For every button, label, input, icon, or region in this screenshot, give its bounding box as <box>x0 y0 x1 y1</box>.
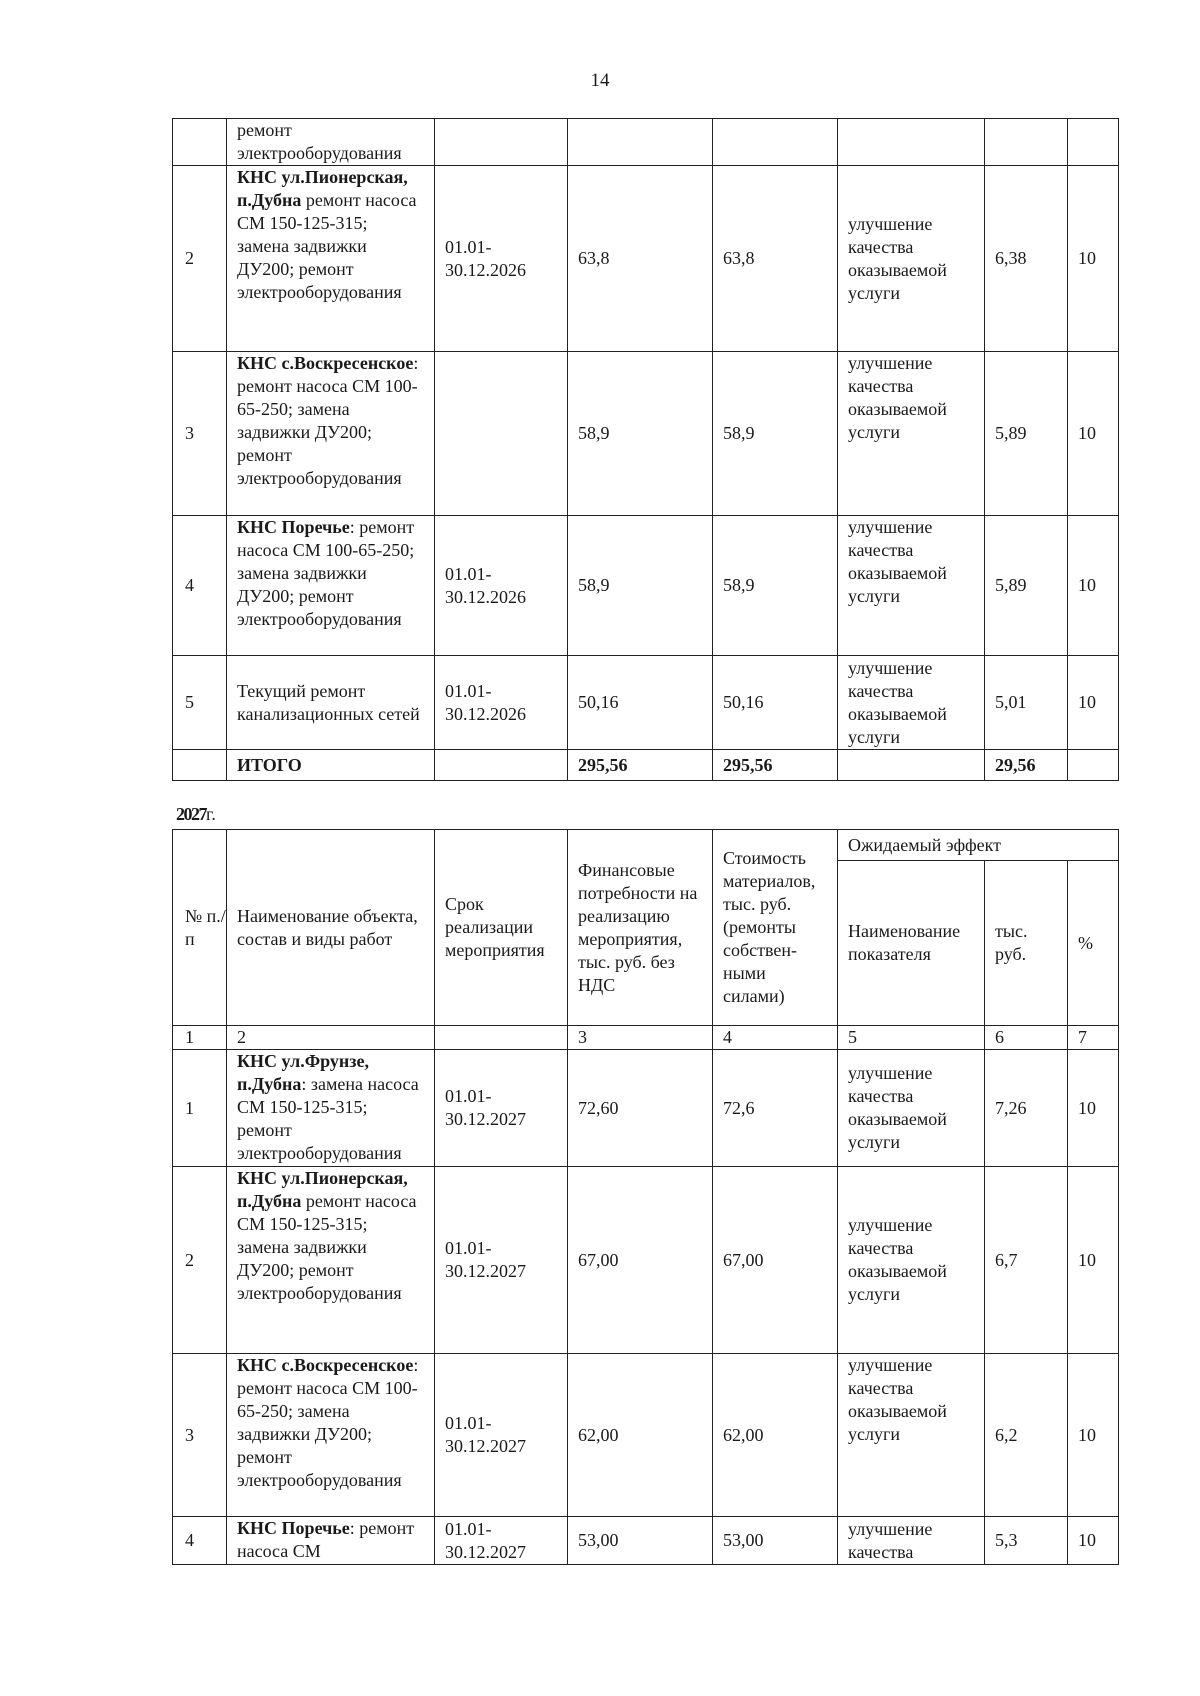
finance-value: 50,16 <box>568 656 713 750</box>
effect-pct: 10 <box>1068 1517 1119 1565</box>
materials-value: 72,6 <box>713 1050 838 1167</box>
finance-value: 58,9 <box>568 352 713 516</box>
column-number: 2 <box>227 1026 435 1050</box>
year-heading <box>176 804 216 825</box>
object-name: КНС с.Воскресенское <box>237 1355 414 1375</box>
indicator-name: улучшение качества оказываемой услуги <box>838 352 985 516</box>
work-description: : замена насоса СМ 150-125-315; ремонт электрооборудования <box>237 1074 419 1163</box>
column-number-row <box>173 1026 1119 1050</box>
effect-rub: 5,89 <box>985 516 1068 656</box>
year-suffix: г. <box>206 804 216 824</box>
materials-value: 50,16 <box>713 656 838 750</box>
header-period: Срок реализации мероприятия <box>435 830 568 1026</box>
row-number: 3 <box>173 1354 227 1517</box>
period: 01.01-30.12.2027 <box>435 1517 568 1565</box>
work-name <box>227 516 435 656</box>
finance-value: 53,00 <box>568 1517 713 1565</box>
materials-value: 62,00 <box>713 1354 838 1517</box>
row-number: 2 <box>173 166 227 352</box>
period: 01.01-30.12.2026 <box>435 166 568 352</box>
effect-pct: 10 <box>1068 1167 1119 1354</box>
finance-value: 62,00 <box>568 1354 713 1517</box>
table-row <box>173 1167 1119 1354</box>
object-name: КНС ул.Пионерская, п.Дубна <box>237 167 408 210</box>
effect-pct: 10 <box>1068 1050 1119 1167</box>
table-2026 <box>172 118 1119 781</box>
effect-pct: 10 <box>1068 656 1119 750</box>
work-name: ремонт электрооборудования <box>227 119 435 166</box>
header-row <box>173 830 1119 861</box>
table-row <box>173 1050 1119 1167</box>
table-row <box>173 166 1119 352</box>
work-name <box>227 1517 435 1565</box>
column-number <box>435 1026 568 1050</box>
object-name: КНС ул.Фрунзе, п.Дубна <box>237 1051 370 1094</box>
row-number: 4 <box>173 516 227 656</box>
column-number: 5 <box>838 1026 985 1050</box>
header-finance: Финансовые потребности на реализацию мероприятия, тыс. руб. без НДС <box>568 830 713 1026</box>
work-name <box>227 166 435 352</box>
row-number: 3 <box>173 352 227 516</box>
indicator-name: улучшение качества оказываемой услуги <box>838 1354 985 1517</box>
work-name <box>227 1354 435 1517</box>
table-row <box>173 656 1119 750</box>
effect-rub: 5,3 <box>985 1517 1068 1565</box>
header-effect-group: Ожидаемый эффект <box>838 830 1119 861</box>
table-row <box>173 516 1119 656</box>
indicator-name: улучшение качества оказываемой услуги <box>838 1050 985 1167</box>
finance-value: 58,9 <box>568 516 713 656</box>
finance-value: 63,8 <box>568 166 713 352</box>
column-number: 1 <box>173 1026 227 1050</box>
materials-value: 63,8 <box>713 166 838 352</box>
object-name: КНС Поречье <box>237 517 350 537</box>
total-row <box>173 750 1119 781</box>
work-description: : ремонт насоса СМ 100-65-250; замена задвижки ДУ200; ремонт электрооборудования <box>237 1355 419 1490</box>
work-description: ремонт насоса СМ 150-125-315; замена задвижки ДУ200; ремонт электрооборудования <box>237 1191 417 1303</box>
work-description: ремонт насоса СМ 150-125-315; замена задвижки ДУ200; ремонт электрооборудования <box>237 190 417 302</box>
period: 01.01-30.12.2026 <box>435 516 568 656</box>
row-number: 4 <box>173 1517 227 1565</box>
table-row-continuation <box>173 119 1119 166</box>
effect-pct: 10 <box>1068 352 1119 516</box>
effect-pct: 10 <box>1068 516 1119 656</box>
table-2027 <box>172 829 1119 1565</box>
object-name: КНС Поречье <box>237 1518 350 1538</box>
work-description: : ремонт насоса СМ 100-65-250; замена задвижки ДУ200; ремонт электрооборудования <box>237 517 415 629</box>
materials-value: 58,9 <box>713 352 838 516</box>
header-effect-pct: % <box>1068 861 1119 1026</box>
table-row <box>173 352 1119 516</box>
period: 01.01-30.12.2027 <box>435 1050 568 1167</box>
materials-value: 67,00 <box>713 1167 838 1354</box>
materials-value: 58,9 <box>713 516 838 656</box>
effect-rub: 5,89 <box>985 352 1068 516</box>
period: 01.01-30.12.2027 <box>435 1354 568 1517</box>
indicator-name: улучшение качества оказываемой услуги <box>838 516 985 656</box>
effect-rub: 6,2 <box>985 1354 1068 1517</box>
header-effect-rub: тыс. руб. <box>985 861 1068 1026</box>
effect-rub: 5,01 <box>985 656 1068 750</box>
column-number: 4 <box>713 1026 838 1050</box>
page-number: 14 <box>590 70 610 91</box>
effect-rub: 7,26 <box>985 1050 1068 1167</box>
object-name: КНС ул.Пионерская, п.Дубна <box>237 1168 408 1211</box>
effect-pct: 10 <box>1068 1354 1119 1517</box>
row-number: 1 <box>173 1050 227 1167</box>
header-name: Наименование объекта, состав и виды работ <box>227 830 435 1026</box>
finance-value: 67,00 <box>568 1167 713 1354</box>
period: 01.01-30.12.2026 <box>435 656 568 750</box>
header-indicator: Наименование показателя <box>838 861 985 1026</box>
work-description: Текущий ремонт канализационных сетей <box>237 680 420 724</box>
header-materials: Стоимость материалов, тыс. руб. (ремонты собствен-ными силами) <box>713 830 838 1026</box>
total-materials: 295,56 <box>713 750 838 781</box>
indicator-name: улучшение качества оказываемой услуги <box>838 656 985 750</box>
finance-value: 72,60 <box>568 1050 713 1167</box>
table-row <box>173 1354 1119 1517</box>
row-number: 5 <box>173 656 227 750</box>
work-name <box>227 1167 435 1354</box>
total-finance: 295,56 <box>568 750 713 781</box>
effect-rub: 6,7 <box>985 1167 1068 1354</box>
work-name <box>227 656 435 750</box>
column-number: 6 <box>985 1026 1068 1050</box>
materials-value: 53,00 <box>713 1517 838 1565</box>
table-row <box>173 1517 1119 1565</box>
year-number: 2027 <box>176 804 206 824</box>
period: 01.01-30.12.2027 <box>435 1167 568 1354</box>
column-number: 3 <box>568 1026 713 1050</box>
total-effect-rub: 29,56 <box>985 750 1068 781</box>
work-name <box>227 1050 435 1167</box>
indicator-name: улучшение качества <box>838 1517 985 1565</box>
indicator-name: улучшение качества оказываемой услуги <box>838 166 985 352</box>
work-description: : ремонт насоса СМ <box>237 1518 415 1561</box>
header-no: № п./п <box>173 830 227 1026</box>
indicator-name: улучшение качества оказываемой услуги <box>838 1167 985 1354</box>
period <box>435 352 568 516</box>
column-number: 7 <box>1068 1026 1119 1050</box>
effect-pct: 10 <box>1068 166 1119 352</box>
total-label: ИТОГО <box>227 750 435 781</box>
effect-rub: 6,38 <box>985 166 1068 352</box>
work-name <box>227 352 435 516</box>
object-name: КНС с.Воскресенское <box>237 353 414 373</box>
work-description: : ремонт насоса СМ 100-65-250; замена задвижки ДУ200; ремонт электрооборудования <box>237 353 419 488</box>
row-number: 2 <box>173 1167 227 1354</box>
